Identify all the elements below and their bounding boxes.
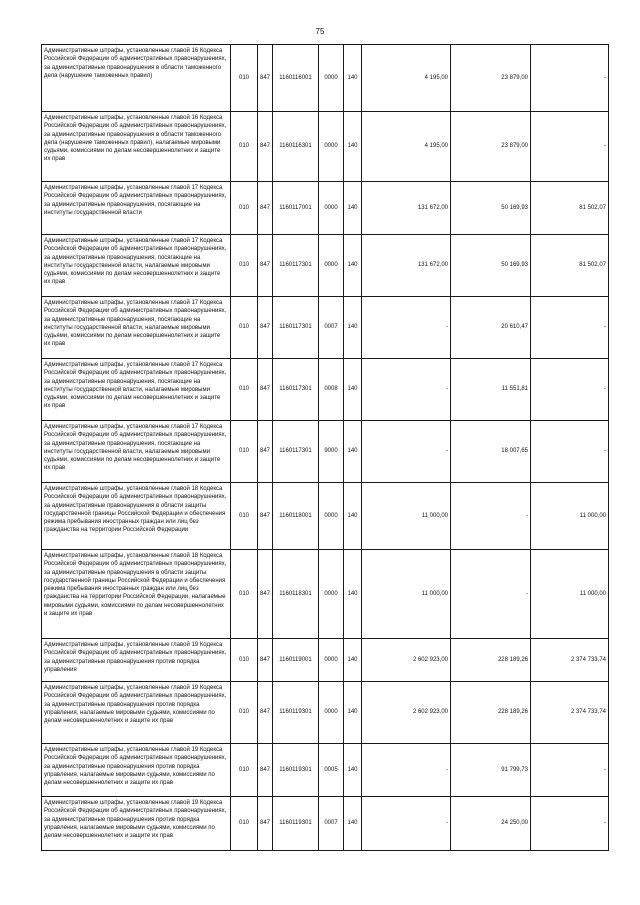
subtype-code: 0008 [319, 359, 344, 421]
executed-amount: 23 879,00 [451, 112, 531, 182]
executed-amount: 24 250,00 [451, 797, 531, 851]
executed-amount: 91 799,73 [451, 744, 531, 797]
row-description: Административные штрафы, установленные главой 16 Кодекса Российской Федерации об административных правонарушениях, за административные правонарушения в области таможенного дела (нарушение таможенных правил), налагаемые мировыми судьями, комиссиями по делам несовершеннолетних и защите их прав [42, 112, 231, 182]
kosgu-code: 140 [344, 421, 362, 483]
row-description: Административные штрафы, установленные главой 17 Кодекса Российской Федерации об административных правонарушениях, за административные правонарушения, посягающие на институты государственной власти, налагаемые мировыми судьями, комиссиями по делам несовершеннолетних и защите их прав [42, 359, 231, 421]
table-row [42, 182, 609, 235]
planned-amount: - [362, 421, 451, 483]
planned-amount: 11 000,00 [362, 483, 451, 550]
kosgu-code: 140 [344, 235, 362, 297]
subtype-code: 9000 [319, 421, 344, 483]
executed-amount: 50 169,93 [451, 235, 531, 297]
kosgu-code: 140 [344, 682, 362, 744]
subtype-code: 0005 [319, 744, 344, 797]
admin-code: 847 [258, 744, 273, 797]
remaining-amount: - [531, 359, 609, 421]
classification-code: 1160119001 [273, 639, 319, 682]
planned-amount: 131 672,00 [362, 182, 451, 235]
row-description: Административные штрафы, установленные главой 17 Кодекса Российской Федерации об административных правонарушениях, за административные правонарушения, посягающие на институты государственной власти [42, 182, 231, 235]
row-description: Административные штрафы, установленные главой 19 Кодекса Российской Федерации об административных правонарушениях, за административные правонарушения против порядка управления, налагаемые мировыми судьями, комиссиями по делам несовершеннолетних и защите их прав [42, 682, 231, 744]
row-description: Административные штрафы, установленные главой 19 Кодекса Российской Федерации об административных правонарушениях, за административные правонарушения против порядка управления [42, 639, 231, 682]
remaining-amount: - [531, 297, 609, 359]
admin-code: 010 [231, 550, 258, 639]
kosgu-code: 140 [344, 639, 362, 682]
row-description: Административные штрафы, установленные главой 17 Кодекса Российской Федерации об административных правонарушениях, за административные правонарушения, посягающие на институты государственной власти, налагаемые мировыми судьями, комиссиями по делам несовершеннолетних и защите их прав [42, 235, 231, 297]
remaining-amount: 11 000,00 [531, 483, 609, 550]
kosgu-code: 140 [344, 359, 362, 421]
kosgu-code: 140 [344, 744, 362, 797]
executed-amount: - [451, 483, 531, 550]
table-row [42, 744, 609, 797]
subtype-code: 0000 [319, 639, 344, 682]
admin-code: 847 [258, 639, 273, 682]
admin-code: 010 [231, 483, 258, 550]
kosgu-code: 140 [344, 45, 362, 112]
classification-code: 1160118301 [273, 550, 319, 639]
kosgu-code: 140 [344, 112, 362, 182]
row-description: Административные штрафы, установленные главой 18 Кодекса Российской Федерации об административных правонарушениях, за административные правонарушения в области защиты государственной границы Российской Федерации и обеспечения режима пребывания иностранных граждан или лиц без гражданства на территории Российской Федерации, налагаемые мировыми судьями, комиссиями по делам несовершеннолетних и защите их прав [42, 550, 231, 639]
table-row [42, 359, 609, 421]
page-number: 75 [315, 27, 325, 36]
classification-code: 1160119301 [273, 682, 319, 744]
admin-code: 010 [231, 112, 258, 182]
table-row [42, 682, 609, 744]
planned-amount: 131 672,00 [362, 235, 451, 297]
table-row [42, 550, 609, 639]
admin-code: 010 [231, 682, 258, 744]
subtype-code: 0000 [319, 112, 344, 182]
admin-code: 010 [231, 744, 258, 797]
planned-amount: - [362, 797, 451, 851]
remaining-amount: - [531, 744, 609, 797]
executed-amount: 11 551,81 [451, 359, 531, 421]
admin-code: 010 [231, 421, 258, 483]
admin-code: 847 [258, 797, 273, 851]
executed-amount: 228 189,26 [451, 639, 531, 682]
kosgu-code: 140 [344, 297, 362, 359]
table-row [42, 297, 609, 359]
executed-amount: - [451, 550, 531, 639]
row-description: Административные штрафы, установленные главой 19 Кодекса Российской Федерации об административных правонарушениях, за административные правонарушения против порядка управления, налагаемые мировыми судьями, комиссиями по делам несовершеннолетних и защите их прав [42, 797, 231, 851]
row-description: Административные штрафы, установленные главой 19 Кодекса Российской Федерации об административных правонарушениях, за административные правонарушения против порядка управления, налагаемые мировыми судьями, комиссиями по делам несовершеннолетних и защите их прав [42, 744, 231, 797]
planned-amount: 2 602 923,00 [362, 639, 451, 682]
executed-amount: 18 007,65 [451, 421, 531, 483]
classification-code: 1160118001 [273, 483, 319, 550]
subtype-code: 0000 [319, 550, 344, 639]
subtype-code: 0007 [319, 297, 344, 359]
planned-amount: 2 602 923,00 [362, 682, 451, 744]
kosgu-code: 140 [344, 550, 362, 639]
remaining-amount: 11 000,00 [531, 550, 609, 639]
row-description: Административные штрафы, установленные главой 17 Кодекса Российской Федерации об административных правонарушениях, за административные правонарушения, посягающие на институты государственной власти, налагаемые мировыми судьями, комиссиями по делам несовершеннолетних и защите их прав [42, 297, 231, 359]
classification-code: 1160116301 [273, 112, 319, 182]
classification-code: 1160117301 [273, 421, 319, 483]
remaining-amount: - [531, 421, 609, 483]
subtype-code: 0007 [319, 797, 344, 851]
classification-code: 1160116001 [273, 45, 319, 112]
admin-code: 847 [258, 45, 273, 112]
admin-code: 847 [258, 235, 273, 297]
remaining-amount: 81 502,07 [531, 235, 609, 297]
admin-code: 847 [258, 421, 273, 483]
planned-amount: 4 195,00 [362, 112, 451, 182]
planned-amount: 4 195,00 [362, 45, 451, 112]
classification-code: 1160119301 [273, 744, 319, 797]
admin-code: 010 [231, 639, 258, 682]
table-row [42, 235, 609, 297]
admin-code: 847 [258, 483, 273, 550]
executed-amount: 50 169,93 [451, 182, 531, 235]
executed-amount: 23 879,00 [451, 45, 531, 112]
admin-code: 010 [231, 45, 258, 112]
subtype-code: 0000 [319, 182, 344, 235]
subtype-code: 0000 [319, 682, 344, 744]
executed-amount: 20 610,47 [451, 297, 531, 359]
remaining-amount: 81 502,07 [531, 182, 609, 235]
table-row [42, 483, 609, 550]
budget-revenue-table [41, 44, 609, 851]
planned-amount: - [362, 359, 451, 421]
table-row [42, 797, 609, 851]
admin-code: 010 [231, 182, 258, 235]
admin-code: 847 [258, 112, 273, 182]
remaining-amount: - [531, 45, 609, 112]
classification-code: 1160119301 [273, 797, 319, 851]
row-description: Административные штрафы, установленные главой 16 Кодекса Российской Федерации об административных правонарушениях, за административные правонарушения в области таможенного дела (нарушение таможенных правил) [42, 45, 231, 112]
kosgu-code: 140 [344, 797, 362, 851]
table-row [42, 421, 609, 483]
kosgu-code: 140 [344, 483, 362, 550]
kosgu-code: 140 [344, 182, 362, 235]
planned-amount: - [362, 297, 451, 359]
classification-code: 1160117301 [273, 297, 319, 359]
row-description: Административные штрафы, установленные главой 17 Кодекса Российской Федерации об административных правонарушениях, за административные правонарушения, посягающие на институты государственной власти, налагаемые мировыми судьями, комиссиями по делам несовершеннолетних и защите их прав [42, 421, 231, 483]
subtype-code: 0000 [319, 235, 344, 297]
remaining-amount: 2 374 733,74 [531, 639, 609, 682]
executed-amount: 228 189,26 [451, 682, 531, 744]
admin-code: 010 [231, 297, 258, 359]
subtype-code: 0000 [319, 45, 344, 112]
admin-code: 010 [231, 235, 258, 297]
planned-amount: - [362, 744, 451, 797]
admin-code: 847 [258, 182, 273, 235]
table-row [42, 639, 609, 682]
admin-code: 010 [231, 359, 258, 421]
subtype-code: 0000 [319, 483, 344, 550]
table-row [42, 45, 609, 112]
table-row [42, 112, 609, 182]
admin-code: 847 [258, 359, 273, 421]
classification-code: 1160117001 [273, 182, 319, 235]
admin-code: 010 [231, 797, 258, 851]
remaining-amount: - [531, 797, 609, 851]
row-description: Административные штрафы, установленные главой 18 Кодекса Российской Федерации об административных правонарушениях, за административные правонарушения в области защиты государственной границы Российской Федерации и обеспечения режима пребывания иностранных граждан или лиц без гражданства на территории Российской Федерации [42, 483, 231, 550]
admin-code: 847 [258, 682, 273, 744]
planned-amount: 11 000,00 [362, 550, 451, 639]
admin-code: 847 [258, 297, 273, 359]
remaining-amount: 2 374 733,74 [531, 682, 609, 744]
classification-code: 1160117301 [273, 235, 319, 297]
classification-code: 1160117301 [273, 359, 319, 421]
admin-code: 847 [258, 550, 273, 639]
remaining-amount: - [531, 112, 609, 182]
